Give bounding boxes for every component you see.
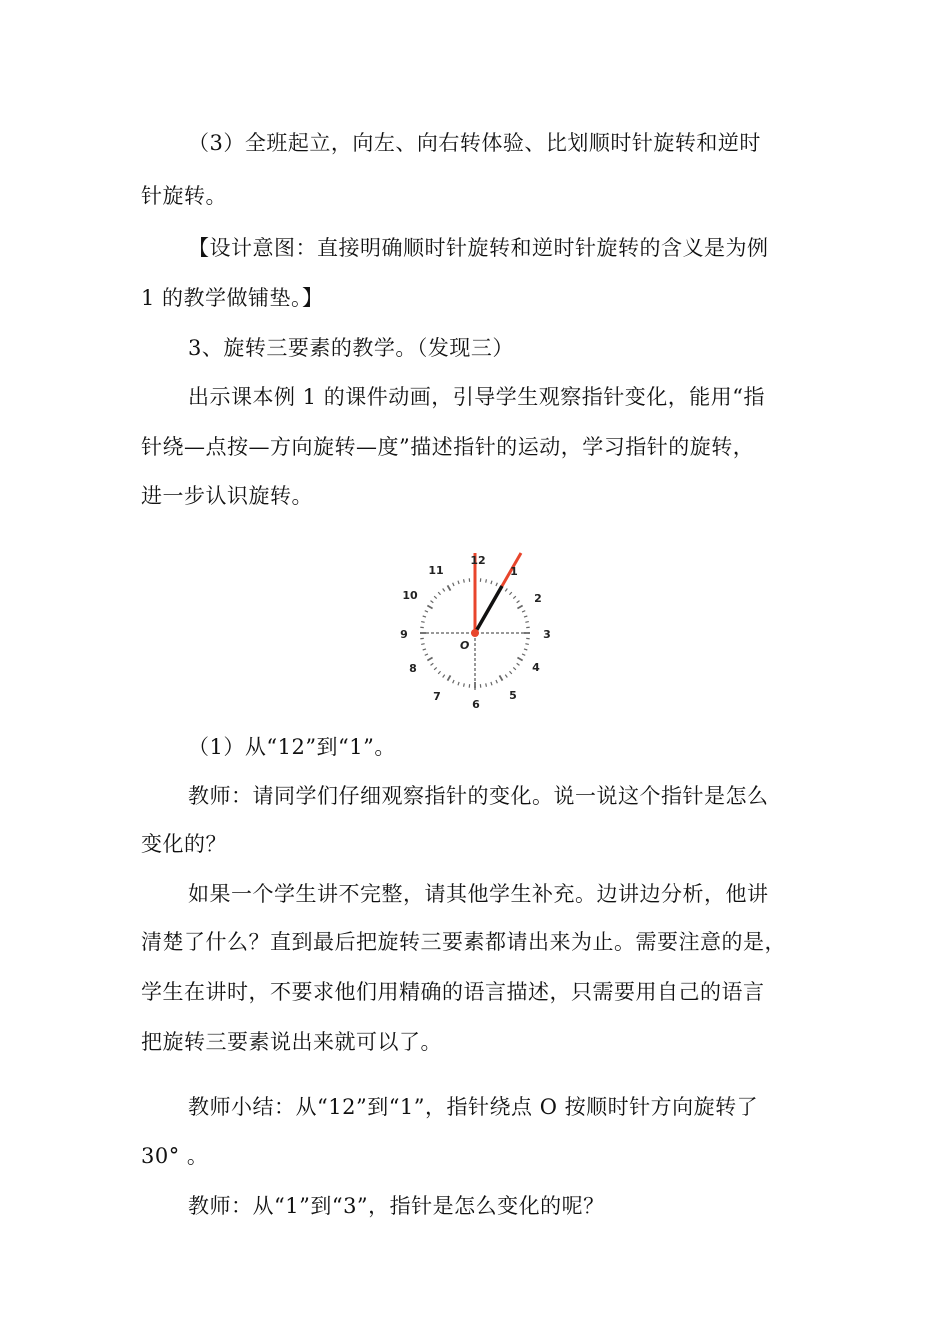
clock-tick — [427, 606, 432, 609]
center-point-label: O — [460, 639, 470, 652]
clock-tick — [500, 675, 503, 680]
clock-number-1: 1 — [510, 565, 518, 578]
text-line-3: 【设计意图：直接明确顺时针旋转和逆时针旋转的含义是为例 — [188, 236, 769, 260]
clock-tick — [486, 683, 487, 686]
clock-number-2: 2 — [534, 592, 542, 605]
clock-number-7: 7 — [433, 690, 441, 703]
clock-tick — [524, 649, 527, 650]
clock-tick — [522, 611, 525, 612]
text-line-9: （1）从“12”到“1”。 — [188, 735, 396, 759]
clock-tick — [513, 667, 516, 669]
text-line-4: 1 的教学做铺垫。】 — [141, 286, 324, 310]
text-line-2: 针旋转。 — [141, 184, 227, 208]
text-line-17: 30° 。 — [141, 1144, 209, 1168]
clock-number-6: 6 — [472, 698, 480, 711]
text-line-6: 出示课本例 1 的课件动画，引导学生观察指针变化，能用“指 — [188, 385, 765, 409]
section-heading: 3、旋转三要素的教学。（发现三） — [188, 336, 514, 360]
clock-tick — [517, 601, 520, 603]
text-line-10: 教师：请同学们仔细观察指针的变化。说一说这个指针是怎么 — [188, 784, 769, 808]
clock-tick — [421, 622, 424, 623]
clock-tick — [453, 583, 454, 586]
text-line-15: 把旋转三要素说出来就可以了。 — [141, 1030, 442, 1054]
clock-number-11: 11 — [428, 564, 444, 577]
clock-tick — [491, 581, 492, 584]
clock-tick — [458, 682, 459, 685]
text-line-11: 变化的？ — [141, 832, 227, 856]
clock-figure — [392, 548, 562, 714]
clock-tick — [522, 654, 525, 655]
text-line-7: 针绕—点按—方向旋转—度”描述指针的运动，学习指针的旋转， — [141, 435, 755, 459]
clock-svg — [392, 548, 562, 714]
clock-tick — [431, 601, 434, 603]
clock-tick — [453, 680, 454, 683]
clock-tick — [496, 680, 497, 683]
clock-tick — [458, 581, 459, 584]
hour-hand — [475, 586, 502, 633]
text-line-8: 进一步认识旋转。 — [141, 484, 313, 508]
text-line-16: 教师小结：从“12”到“1”，指针绕点 O 按顺时针方向旋转了 — [188, 1095, 759, 1119]
clock-number-10: 10 — [402, 589, 418, 602]
clock-tick — [517, 658, 522, 661]
clock-tick — [496, 583, 497, 586]
clock-tick — [423, 616, 426, 617]
clock-tick — [464, 683, 465, 686]
text-line-18: 教师：从“1”到“3”，指针是怎么变化的呢？ — [188, 1194, 605, 1218]
clock-tick — [525, 622, 528, 623]
text-line-12: 如果一个学生讲不完整，请其他学生补充。边讲边分析，他讲 — [188, 882, 769, 906]
clock-tick — [425, 654, 428, 655]
clock-tick — [427, 658, 432, 661]
text-line-1: （3）全班起立，向左、向右转体验、比划顺时针旋转和逆时 — [188, 131, 761, 155]
clock-number-8: 8 — [409, 662, 417, 675]
clock-tick — [524, 616, 527, 617]
clock-tick — [438, 671, 440, 674]
clock-tick — [438, 592, 440, 595]
clock-tick — [443, 589, 445, 592]
clock-number-9: 9 — [400, 628, 408, 641]
clock-tick — [431, 663, 434, 665]
clock-tick — [525, 644, 528, 645]
clock-tick — [464, 579, 465, 582]
clock-tick — [509, 592, 511, 595]
clock-number-3: 3 — [543, 628, 551, 641]
clock-tick — [517, 663, 520, 665]
clock-tick — [434, 667, 437, 669]
clock-tick — [443, 675, 445, 678]
clock-number-5: 5 — [509, 689, 517, 702]
clock-tick — [505, 589, 507, 592]
clock-tick — [448, 675, 451, 680]
clock-number-4: 4 — [532, 661, 540, 674]
text-line-14: 学生在讲时，不要求他们用精确的语言描述，只需要用自己的语言 — [141, 980, 765, 1004]
clock-tick — [517, 606, 522, 609]
clock-tick — [505, 675, 507, 678]
clock-tick — [434, 596, 437, 598]
clock-center — [471, 629, 479, 637]
clock-tick — [423, 649, 426, 650]
clock-tick — [491, 682, 492, 685]
clock-number-12: 12 — [470, 554, 486, 567]
clock-tick — [425, 611, 428, 612]
clock-tick — [513, 596, 516, 598]
clock-tick — [448, 585, 451, 590]
clock-tick — [509, 671, 511, 674]
text-line-13: 清楚了什么？直到最后把旋转三要素都请出来为止。需要注意的是， — [141, 930, 786, 954]
clock-tick — [486, 579, 487, 582]
clock-tick — [421, 644, 424, 645]
